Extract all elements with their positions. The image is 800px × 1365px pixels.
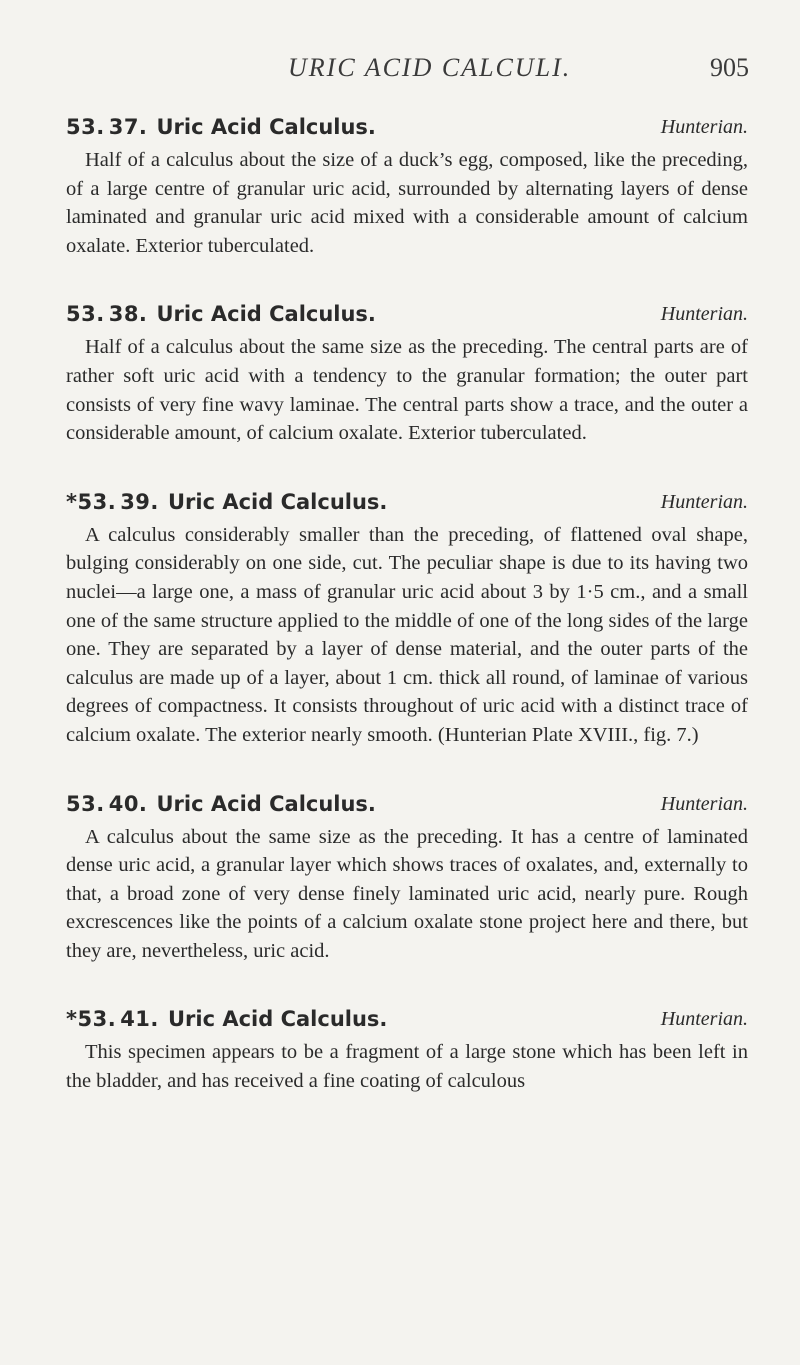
catalogue-entry xyxy=(66,1000,748,1095)
entry-source: Hunterian. xyxy=(660,490,748,513)
entry-heading xyxy=(66,785,748,823)
catalogue-entry xyxy=(66,483,748,750)
entry-subnumber: 37. xyxy=(108,115,148,139)
entry-source: Hunterian. xyxy=(660,1008,748,1031)
entry-description: A calculus about the same size as the preceding. It has a centre of laminated dense uric acid, a granular layer which shows traces of oxalates, and, externally to that, a broad zone of very dense finely laminated uric acid, nearly pure. Rough excrescences like the points of a calcium oxalate stone project here and there, but they are, nevertheless, uric acid. xyxy=(66,825,748,962)
entry-title: Uric Acid Calculus. xyxy=(167,1007,388,1032)
entry-description: Half of a calculus about the size of a duck’s egg, composed, like the preceding, of a large centre of granular uric acid, surrounded by alternating layers of dense laminated and granular uric acid mixed with a considerable amount of calcium oxalate. Exterior tuberculated. xyxy=(66,149,748,257)
entry-heading xyxy=(66,295,748,333)
entry-heading xyxy=(66,1000,748,1038)
entry-title: Uric Acid Calculus. xyxy=(156,115,376,139)
catalogue-entry xyxy=(66,295,748,447)
entry-title: Uric Acid Calculus. xyxy=(156,302,376,327)
entry-source: Hunterian. xyxy=(660,303,748,326)
entry-number: 53. xyxy=(66,302,105,327)
entry-subnumber: 39. xyxy=(120,489,159,514)
catalogue-entry xyxy=(66,785,748,966)
entry-number: 53. xyxy=(66,791,105,816)
entry-description: This specimen appears to be a fragment of a large stone which has been left in the bladder, and has received a fine coating of calculous xyxy=(66,1041,748,1093)
catalogue-entries xyxy=(66,108,748,1131)
entry-source: Hunterian. xyxy=(660,116,748,138)
running-title: URIC ACID CALCULI. xyxy=(288,53,572,82)
entry-description: A calculus considerably smaller than the preceding, of flattened oval shape, bulging considerably on one side, cut. The peculiar shape is due to its having two nuclei—a large one, a mass of granular uric acid about 3 by 1·5 cm., and a small one of the same structure applied to the middle of one of the long sides of the large one. They are separated by a layer of dense material, and the outer parts of the calculus are made up of a layer, about 1 cm. thick all round, of laminae of various degrees of compactness. It consists throughout of uric acid with a distinct trace of calcium oxalate. The exterior nearly smooth. (Hunterian Plate XVIII., fig. 7.) xyxy=(66,523,748,746)
entry-heading xyxy=(66,483,748,521)
running-head xyxy=(0,53,800,89)
catalogue-entry xyxy=(66,108,748,260)
entry-subnumber: 41. xyxy=(120,1007,159,1032)
entry-heading xyxy=(66,108,748,146)
entry-number: *53. xyxy=(66,489,117,514)
entry-number: *53. xyxy=(66,1007,117,1032)
entry-title: Uric Acid Calculus. xyxy=(167,489,388,514)
page-number: 905 xyxy=(710,53,749,82)
entry-description: Half of a calculus about the same size as the preceding. The central parts are of rather soft uric acid with a tendency to the granular formation; the outer part consists of very fine wavy laminae. The central parts show a trace, and the outer a considerable amount, of calcium oxalate. Exterior tuberculated. xyxy=(66,336,748,445)
entry-source: Hunterian. xyxy=(660,792,748,815)
entry-subnumber: 40. xyxy=(108,791,148,816)
entry-title: Uric Acid Calculus. xyxy=(156,791,376,816)
entry-number: 53. xyxy=(66,115,105,139)
entry-subnumber: 38. xyxy=(108,302,148,327)
